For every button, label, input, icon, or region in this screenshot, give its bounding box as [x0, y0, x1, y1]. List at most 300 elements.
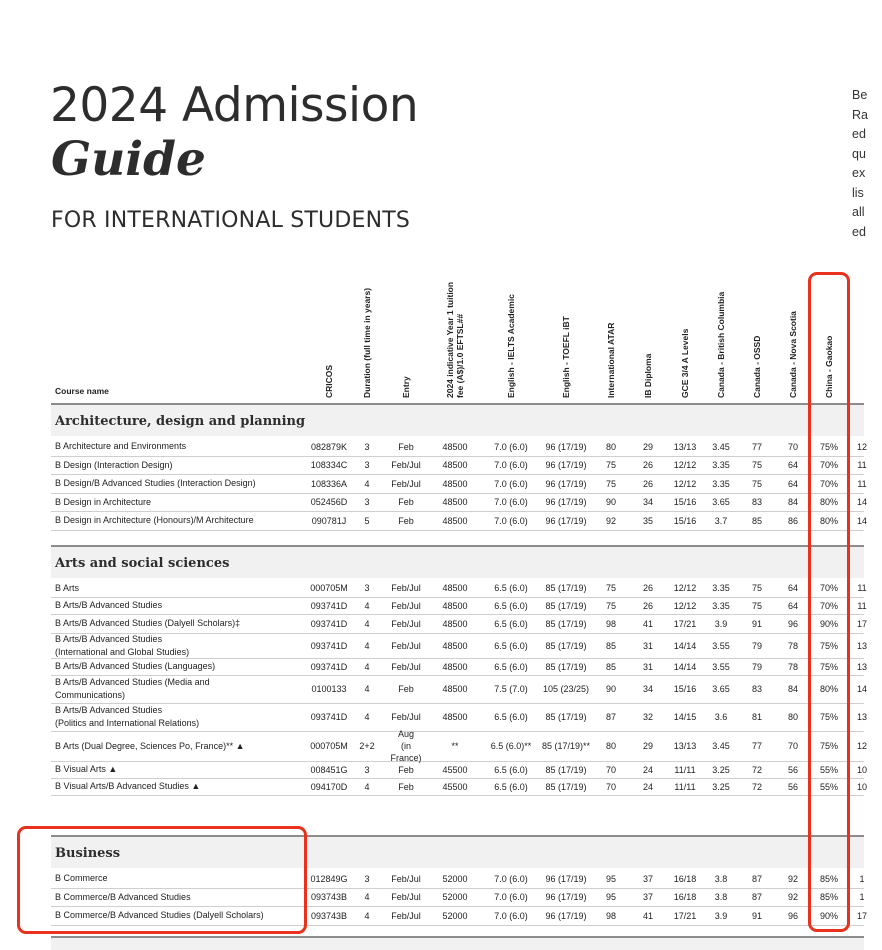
table-cell: 32: [642, 712, 653, 722]
column-header: Duration (full time in years): [362, 287, 372, 398]
table-cell: 6.5 (6.0): [494, 640, 528, 651]
column-header: 2024 indicative Year 1 tuition fee (A$)/1.0 EFTSL##: [445, 281, 465, 398]
table-cell: 48500: [442, 712, 468, 722]
table-cell: 72: [751, 781, 762, 792]
table-cell: 85 (17/19): [545, 764, 587, 775]
table-cell: 56: [787, 781, 798, 792]
table-cell: 11: [857, 583, 867, 593]
table-cell: 7.0 (6.0): [494, 441, 528, 452]
table-row: [51, 437, 867, 457]
table-cell: Feb: [398, 684, 414, 694]
table-cell: 80%: [819, 497, 838, 507]
table-cell: 48500: [442, 583, 468, 593]
table-cell: 10: [856, 781, 867, 792]
table-cell: 80: [787, 712, 798, 722]
table-cell: 75: [751, 583, 762, 593]
course-name: B Commerce: [55, 873, 108, 883]
table-cell: 24: [642, 764, 653, 775]
table-cell: 1: [859, 892, 865, 902]
table-cell: 92: [605, 515, 616, 526]
table-cell: 4: [364, 618, 370, 629]
table-row: [51, 778, 867, 796]
table-cell: Feb/Jul: [391, 583, 421, 593]
table-cell: 008451G: [310, 764, 348, 775]
table-cell: 96 (17/19): [545, 497, 587, 507]
table-row: [51, 579, 867, 598]
table-cell: 70: [787, 741, 798, 751]
table-cell: 90%: [819, 910, 838, 921]
table-cell: 85 (17/19)**: [541, 741, 591, 751]
title-line-1: 2024 Admission: [50, 78, 419, 133]
course-name: B Design/B Advanced Studies (Interaction Design): [55, 478, 256, 488]
column-header: English - TOEFL iBT: [561, 316, 571, 398]
table-cell: 7.0 (6.0): [494, 497, 528, 507]
table-cell: 85 (17/19): [545, 640, 587, 651]
table-cell: 094170D: [310, 781, 348, 792]
table-cell: 83: [751, 497, 762, 507]
table-cell: 14/15: [673, 712, 697, 722]
table-cell: 17/21: [673, 910, 697, 921]
table-cell: 45500: [442, 764, 468, 775]
table-cell: 79: [751, 640, 762, 651]
table-cell: 4: [364, 684, 370, 694]
table-cell: 000705M: [310, 741, 348, 751]
table-cell: 48500: [442, 460, 468, 470]
table-cell: 48500: [442, 515, 468, 526]
side-text-line: lis: [852, 185, 864, 200]
table-cell: Feb/Jul: [391, 910, 421, 921]
table-cell: 75: [605, 600, 616, 611]
table-row: [51, 633, 867, 659]
table-cell: 85: [751, 515, 762, 526]
table-cell: 12/12: [673, 460, 697, 470]
table-cell: 29: [642, 741, 653, 751]
table-cell: 95: [605, 873, 616, 884]
table-cell: 37: [642, 892, 653, 902]
table-cell: 1: [859, 873, 865, 884]
table-cell: 4: [364, 712, 370, 722]
table-cell: 13/13: [673, 441, 697, 452]
table-cell: 16/18: [673, 873, 697, 884]
table-cell: 48500: [442, 618, 468, 629]
table-cell: 12/12: [673, 478, 697, 489]
table-cell: 5: [364, 515, 370, 526]
table-cell: 96 (17/19): [545, 478, 587, 489]
table-cell: 3.9: [714, 618, 728, 629]
table-cell: 6.5 (6.0)**: [490, 741, 532, 751]
side-text-line: ed: [852, 127, 866, 141]
section-divider: [51, 936, 864, 950]
table-cell: 3.35: [712, 478, 730, 489]
table-cell: 7.0 (6.0): [494, 892, 528, 902]
section-title: Business: [55, 846, 121, 861]
table-cell: 3.45: [712, 441, 730, 452]
column-header: CRICOS: [324, 364, 334, 398]
table-cell: Feb: [398, 497, 414, 507]
table-row: [51, 474, 867, 494]
table-cell: Feb/Jul: [391, 600, 421, 611]
table-cell: 3.6: [714, 712, 728, 722]
column-header: Canada - British Columbia: [716, 291, 726, 398]
table-cell: 3: [364, 873, 370, 884]
table-cell: 090781J: [311, 515, 347, 526]
table-row: [51, 456, 867, 475]
table-cell: 90: [605, 497, 616, 507]
table-cell: 48500: [442, 640, 468, 651]
course-name: B Arts/B Advanced Studies (Media and Communications): [55, 677, 210, 700]
side-text-line: ed: [852, 224, 866, 239]
table-cell: 093743B: [310, 892, 348, 902]
table-cell: 3: [364, 441, 370, 452]
table-cell: 26: [642, 583, 653, 593]
table-cell: 3.8: [714, 873, 728, 884]
column-header: Entry: [401, 376, 411, 398]
table-cell: 96: [787, 618, 798, 629]
table-cell: 96: [787, 910, 798, 921]
table-cell: 64: [787, 460, 798, 470]
table-cell: 0100133: [311, 684, 347, 694]
table-cell: 4: [364, 478, 370, 489]
table-cell: 70: [787, 441, 798, 452]
table-cell: 96 (17/19): [545, 515, 587, 526]
table-cell: 3.9: [714, 910, 728, 921]
table-cell: 052456D: [310, 497, 348, 507]
course-name: B Arts/B Advanced Studies: [55, 600, 163, 610]
table-cell: 92: [787, 892, 798, 902]
table-cell: 3.35: [712, 583, 730, 593]
table-cell: 26: [642, 600, 653, 611]
table-cell: 7.0 (6.0): [494, 515, 528, 526]
table-cell: 55%: [819, 764, 838, 775]
table-cell: 95: [605, 892, 616, 902]
table-cell: 12/12: [673, 583, 697, 593]
table-row: [51, 658, 867, 676]
table-cell: 52000: [442, 892, 468, 902]
table-cell: 80%: [819, 684, 838, 694]
course-name: B Visual Arts/B Advanced Studies ▲: [55, 781, 201, 791]
table-cell: 16/18: [673, 892, 697, 902]
table-cell: 6.5 (6.0): [494, 781, 528, 792]
table-cell: 34: [642, 497, 653, 507]
table-cell: 81: [751, 712, 762, 722]
table-cell: 75: [605, 478, 616, 489]
course-name: B Design in Architecture (Honours)/M Architecture: [55, 515, 254, 525]
title-line-2: Guide: [51, 132, 206, 187]
table-cell: 108336A: [310, 478, 348, 489]
table-row: [51, 493, 867, 512]
table-cell: 96 (17/19): [545, 892, 587, 902]
table-cell: 108334C: [310, 460, 348, 470]
column-header: IB Diploma: [643, 353, 653, 398]
table-row: [51, 597, 867, 615]
table-cell: 79: [751, 661, 762, 672]
table-cell: 105 (23/25): [542, 684, 590, 694]
column-header: Canada - Nova Scotia: [788, 311, 798, 398]
table-cell: 75%: [819, 441, 838, 452]
table-cell: 17: [856, 910, 867, 921]
column-header: Canada - OSSD: [752, 335, 762, 398]
table-cell: 70%: [819, 583, 838, 593]
table-cell: 26: [642, 478, 653, 489]
course-name: B Arts/B Advanced Studies (Languages): [55, 661, 216, 671]
table-cell: 6.5 (6.0): [494, 764, 528, 775]
table-cell: 4: [364, 892, 370, 902]
table-cell: 48500: [442, 600, 468, 611]
table-cell: 4: [364, 600, 370, 611]
table-cell: 85 (17/19): [545, 600, 587, 611]
table-cell: 31: [642, 661, 653, 672]
table-cell: 15/16: [673, 684, 697, 694]
table-cell: 87: [605, 712, 616, 722]
table-cell: 48500: [442, 497, 468, 507]
table-cell: 13: [856, 640, 867, 651]
table-cell: **: [451, 741, 459, 751]
table-cell: 45500: [442, 781, 468, 792]
table-cell: 13/13: [673, 741, 697, 751]
table-cell: 90: [605, 684, 616, 694]
table-cell: 41: [642, 910, 653, 921]
table-cell: 85: [605, 661, 616, 672]
table-cell: 35: [642, 515, 653, 526]
table-cell: 96 (17/19): [545, 460, 587, 470]
table-cell: 093741D: [310, 600, 348, 611]
table-cell: 3.55: [712, 640, 730, 651]
table-cell: Feb/Jul: [391, 460, 421, 470]
table-cell: 11: [857, 600, 867, 611]
table-cell: 3.55: [712, 661, 730, 672]
table-cell: 80%: [819, 515, 838, 526]
table-cell: 29: [642, 441, 653, 452]
table-cell: 6.5 (6.0): [494, 583, 528, 593]
table-cell: 85: [605, 640, 616, 651]
table-cell: 98: [605, 910, 616, 921]
table-cell: 52000: [442, 910, 468, 921]
table-cell: 75%: [819, 741, 838, 751]
table-cell: Feb/Jul: [391, 873, 421, 884]
course-name: B Arts (Dual Degree, Sciences Po, France)** ▲: [55, 740, 245, 751]
table-cell: 012849G: [310, 873, 348, 884]
table-cell: 3.35: [712, 600, 730, 611]
table-cell: 3: [364, 497, 370, 507]
column-header: International ATAR: [606, 322, 616, 398]
table-cell: 14/14: [673, 661, 697, 672]
table-cell: 75: [751, 478, 762, 489]
table-cell: 3.25: [712, 781, 730, 792]
table-cell: 64: [787, 583, 798, 593]
table-cell: 093741D: [310, 661, 348, 672]
table-cell: 14: [856, 497, 867, 507]
table-cell: 87: [751, 873, 762, 884]
table-cell: 15/16: [673, 497, 697, 507]
table-cell: 87: [751, 892, 762, 902]
table-cell: 093743B: [310, 910, 348, 921]
table-cell: 75: [751, 460, 762, 470]
table-cell: 85 (17/19): [545, 618, 587, 629]
table-cell: 70%: [819, 600, 838, 611]
table-cell: 48500: [442, 441, 468, 452]
side-text-line: qu: [852, 146, 866, 161]
side-text-line: Ra: [852, 107, 868, 122]
table-cell: 84: [787, 684, 798, 694]
table-row: [51, 703, 867, 732]
table-cell: 10: [856, 764, 867, 775]
table-cell: 3.65: [712, 497, 730, 507]
table-cell: 70%: [819, 478, 838, 489]
course-name: B Arts: [55, 582, 80, 593]
table-cell: 86: [787, 515, 798, 526]
course-name: B Design in Architecture: [55, 496, 152, 507]
table-cell: 48500: [442, 684, 468, 694]
table-cell: 48500: [442, 661, 468, 672]
table-cell: 96 (17/19): [545, 441, 587, 452]
table-cell: 14: [856, 515, 867, 526]
table-cell: 000705M: [310, 583, 348, 593]
table-cell: 3: [364, 460, 370, 470]
table-cell: 6.5 (6.0): [494, 600, 528, 611]
table-cell: 41: [642, 618, 653, 629]
table-row: [51, 761, 867, 779]
table-cell: 83: [751, 684, 762, 694]
table-cell: Feb/Jul: [391, 640, 421, 651]
course-name: B Commerce/B Advanced Studies (Dalyell Scholars): [55, 910, 264, 920]
table-cell: Feb/Jul: [391, 661, 421, 672]
course-name: B Arts/B Advanced Studies (Dalyell Scholars)‡: [55, 618, 241, 628]
table-cell: Feb/Jul: [391, 618, 421, 629]
section-title: Architecture, design and planning: [55, 414, 306, 429]
table-cell: 11: [857, 478, 867, 489]
table-cell: Feb: [398, 781, 414, 792]
table-cell: 4: [364, 781, 370, 792]
table-cell: 48500: [442, 478, 468, 489]
table-cell: 64: [787, 600, 798, 611]
table-cell: 96 (17/19): [545, 873, 587, 884]
table-cell: 4: [364, 910, 370, 921]
table-cell: 91: [751, 910, 762, 921]
table-cell: 78: [787, 640, 798, 651]
table-cell: 093741D: [310, 640, 348, 651]
table-cell: 6.5 (6.0): [494, 661, 528, 672]
table-cell: 70%: [819, 460, 838, 470]
table-cell: 3.45: [712, 741, 730, 751]
table-cell: 64: [787, 478, 798, 489]
table-cell: 12: [856, 741, 867, 751]
table-cell: 85%: [819, 873, 838, 884]
table-cell: 7.5 (7.0): [494, 684, 528, 694]
table-cell: 7.0 (6.0): [494, 873, 528, 884]
course-name-header: Course name: [55, 386, 109, 396]
table-cell: 3: [364, 583, 370, 593]
table-cell: 90%: [819, 618, 838, 629]
table-cell: 7.0 (6.0): [494, 478, 528, 489]
table-cell: 13: [856, 661, 867, 672]
table-cell: Feb: [398, 441, 414, 452]
table-cell: 31: [642, 640, 653, 651]
table-cell: Feb/Jul: [391, 712, 421, 722]
course-name: B Architecture and Environments: [55, 441, 187, 451]
table-cell: 52000: [442, 873, 468, 884]
table-cell: 3.7: [714, 515, 728, 526]
table-cell: 3.8: [714, 892, 728, 902]
table-cell: 11/11: [674, 764, 696, 775]
table-cell: 85 (17/19): [545, 781, 587, 792]
table-cell: 91: [751, 618, 762, 629]
table-cell: Feb: [398, 515, 414, 526]
table-cell: 24: [642, 781, 653, 792]
column-header: China - Gaokao: [824, 335, 834, 398]
table-cell: 70: [605, 764, 616, 775]
table-cell: 85 (17/19): [545, 712, 587, 722]
subtitle: FOR INTERNATIONAL STUDENTS: [51, 208, 411, 233]
table-cell: 13: [856, 712, 867, 722]
table-cell: 75: [605, 583, 616, 593]
table-cell: 37: [642, 873, 653, 884]
table-cell: 093741D: [310, 618, 348, 629]
table-cell: 12: [856, 441, 867, 452]
table-cell: 6.5 (6.0): [494, 712, 528, 722]
table-cell: 78: [787, 661, 798, 672]
table-cell: 34: [642, 684, 653, 694]
table-cell: 7.0 (6.0): [494, 910, 528, 921]
table-row: [51, 729, 867, 763]
section-header: [51, 403, 864, 436]
course-name: B Arts/B Advanced Studies (International and Global Studies): [55, 633, 190, 657]
table-cell: 77: [751, 741, 762, 751]
table-cell: 17: [856, 618, 867, 629]
course-name: B Arts/B Advanced Studies (Politics and International Relations): [55, 705, 200, 728]
table-cell: Feb: [398, 764, 414, 775]
table-cell: 77: [751, 441, 762, 452]
side-text-line: ex: [852, 166, 866, 180]
table-cell: 3: [364, 764, 370, 775]
table-cell: 11/11: [674, 781, 696, 792]
table-cell: 75%: [819, 640, 838, 651]
table-cell: 11: [857, 460, 867, 470]
section-title: Arts and social sciences: [55, 556, 230, 571]
table-cell: 75%: [819, 712, 838, 722]
table-cell: 4: [364, 640, 370, 651]
table-cell: 093741D: [310, 712, 348, 722]
table-cell: Feb/Jul: [391, 892, 421, 902]
table-cell: 7.0 (6.0): [494, 460, 528, 470]
table-cell: 12/12: [673, 600, 697, 611]
side-text-line: all: [852, 205, 865, 219]
table-cell: 3.65: [712, 684, 730, 694]
table-cell: 15/16: [673, 515, 697, 526]
table-cell: 80: [605, 441, 616, 452]
table-cell: 85%: [819, 892, 838, 902]
column-header: English - IELTS Academic: [506, 294, 516, 398]
table-cell: 6.5 (6.0): [494, 618, 528, 629]
table-row: [51, 511, 867, 531]
table-cell: 4: [364, 661, 370, 672]
table-cell: 082879K: [310, 441, 348, 452]
section-header: [51, 545, 864, 578]
table-cell: Aug (in France): [390, 729, 422, 763]
table-cell: 55%: [819, 781, 838, 792]
table-cell: 26: [642, 460, 653, 470]
course-name: B Design (Interaction Design): [55, 459, 173, 470]
table-cell: 3.35: [712, 460, 730, 470]
table-cell: 72: [751, 764, 762, 775]
table-cell: 92: [787, 873, 798, 884]
table-cell: 85 (17/19): [545, 661, 587, 672]
table-cell: 75%: [819, 661, 838, 672]
table-cell: 17/21: [673, 618, 697, 629]
course-name: B Commerce/B Advanced Studies: [55, 891, 191, 902]
table-cell: 14/14: [673, 640, 697, 651]
table-cell: 3.25: [712, 764, 730, 775]
table-cell: 84: [787, 497, 798, 507]
